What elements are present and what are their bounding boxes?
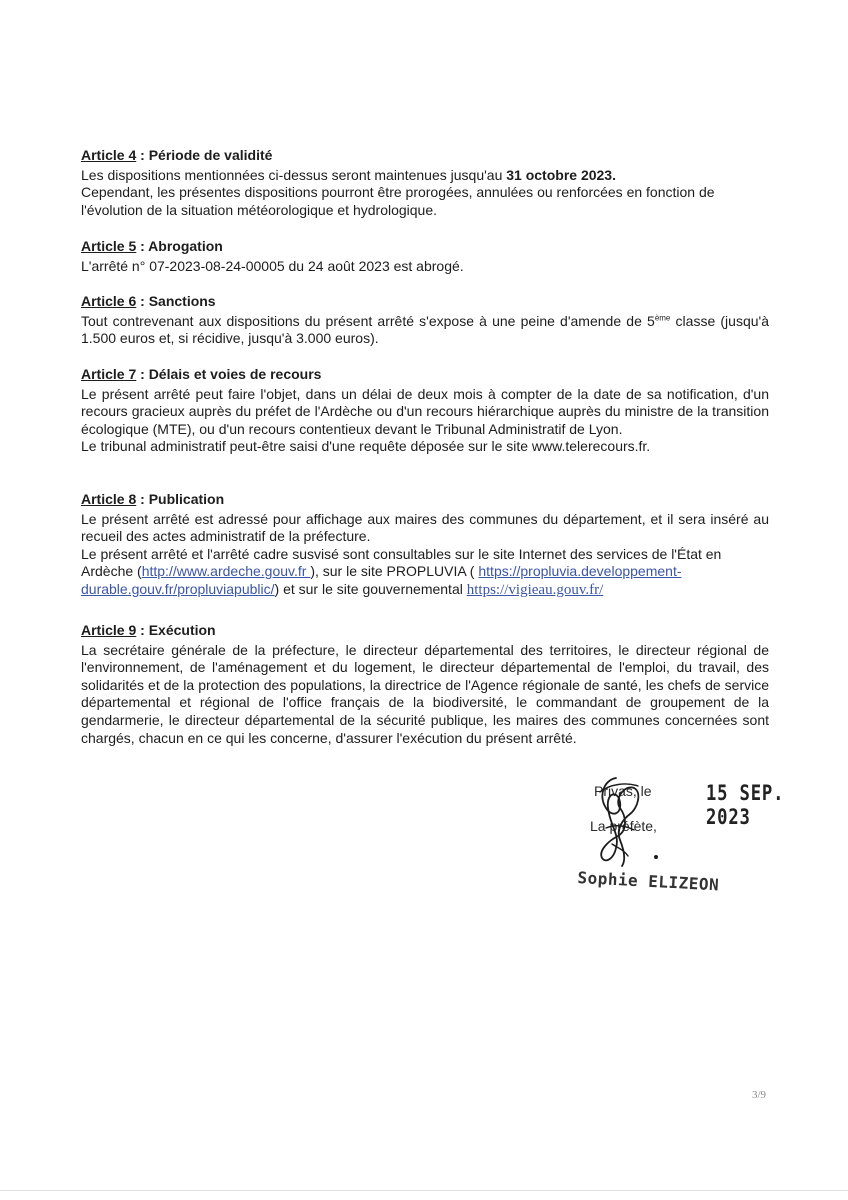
signature-place: Privas, le (594, 783, 652, 799)
end-date: 31 octobre 2023. (506, 166, 616, 183)
article-4-heading (81, 147, 769, 165)
article-5-title: : Abrogation (136, 238, 223, 254)
article-6-number: Article 6 (81, 293, 137, 309)
article-8-text-b: ), sur le site PROPLUVIA ( (310, 563, 479, 580)
article-4-title: : Période de validité (136, 147, 273, 163)
article-4 (81, 147, 769, 219)
article-5-number: Article 5 (81, 238, 137, 254)
article-7-number: Article 7 (81, 366, 137, 382)
article-7 (81, 366, 769, 456)
page-edge-divider (0, 1190, 848, 1191)
article-6-text-a: Tout contrevenant aux dispositions du présent arrêté s'expose à une peine d'amende de 5 (81, 312, 655, 329)
page-number: 3/9 (752, 1089, 767, 1101)
article-8-text-c: ) et sur le site gouvernemental (274, 580, 467, 597)
handwritten-signature (576, 774, 666, 870)
article-7-paragraph-1: Le présent arrêté peut faire l'objet, dans un délai de deux mois à compter de la date de sa notification, d'un recours gracieux auprès du préfet de l'Ardèche ou d'un recours hiérarchique auprès du ministre de la transition écologique (MTE), ou d'un recours contentieux devant le Tribunal Administratif de Lyon. (81, 385, 769, 437)
article-8-number: Article 8 (81, 491, 137, 507)
article-8-heading (81, 491, 769, 509)
article-7-paragraph-2: Le tribunal administratif peut-être saisi d'une requête déposée sur le site www.telerecours.fr. (81, 438, 651, 455)
article-5-heading (81, 238, 769, 256)
signature-title: La préfète, (590, 818, 657, 834)
article-9-title: : Exécution (136, 622, 216, 638)
article-7-heading (81, 366, 769, 384)
article-4-text: Les dispositions mentionnées ci-dessus seront maintenues jusqu'au (81, 166, 507, 183)
article-7-title: : Délais et voies de recours (136, 366, 322, 382)
article-8-paragraph-1: Le présent arrêté est adressé pour affichage aux maires des communes du département, et il sera inséré au recueil des actes administratif de la préfecture. (81, 510, 769, 545)
article-8-title: : Publication (136, 491, 225, 507)
article-9-heading (81, 622, 769, 640)
article-6-superscript: ème (654, 312, 671, 322)
article-6 (81, 293, 769, 348)
article-9-paragraph-1: La secrétaire générale de la préfecture, le directeur départemental des territoires, le directeur régional de l'environnement, de l'aménagement et du logement, le directeur départemental de l'emploi, du travail, des solidarités et de la protection des populations, la directrice de l'Agence régionale de santé, les chefs de service départemental et régional de l'office français de la biodiversité, le commandant de groupement de la gendarmerie, le directeur départemental de la sécurité publique, les maires des communes concernées sont chargés, chacun en ce qui les concerne, d'assurer l'exécution du présent arrêté. (81, 641, 769, 746)
article-6-text-b: classe (jusqu'à 1.500 euros et, si récidive, jusqu'à 3.000 euros). (81, 312, 769, 347)
article-4-paragraph-1 (81, 167, 769, 185)
article-6-heading (81, 293, 769, 311)
article-5 (81, 238, 769, 275)
article-8-text-a: Le présent arrêté et l'arrêté cadre susvisé sont consultables sur le site Internet des services de l'État en Ardèche ( (81, 545, 722, 580)
date-stamp: 15 SEP. 2023 (706, 781, 785, 829)
article-6-paragraph-1 (81, 313, 769, 348)
ardeche-link[interactable]: http://www.ardeche.gouv.fr (141, 563, 311, 580)
article-4-number: Article 4 (81, 147, 137, 163)
vigieau-link[interactable]: https://vigieau.gouv.fr/ (466, 581, 604, 598)
article-4-paragraph-2: Cependant, les présentes dispositions pourront être prorogées, annulées ou renforcées en fonction de l'évolution de la situation météorologique et hydrologique. (81, 184, 715, 218)
name-stamp: Sophie ELIZEON (577, 868, 720, 895)
article-9 (81, 622, 769, 747)
propluvia-link[interactable]: https://propluvia.developpement-durable.gouv.fr/propluviapublic/ (81, 563, 682, 597)
article-8 (81, 491, 769, 600)
article-5-paragraph-1: L'arrêté n° 07-2023-08-24-00005 du 24 août 2023 est abrogé. (81, 257, 464, 274)
article-8-paragraph-2 (81, 546, 769, 600)
article-6-title: : Sanctions (136, 293, 216, 309)
article-9-number: Article 9 (81, 622, 137, 638)
